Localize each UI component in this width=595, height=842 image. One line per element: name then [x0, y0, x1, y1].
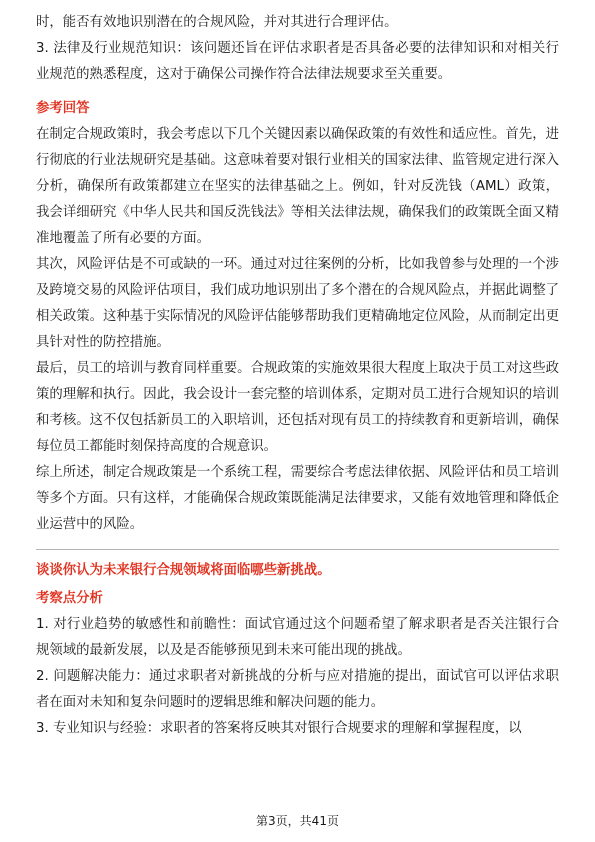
reference-paragraph-2: 其次，风险评估是不可或缺的一环。通过对过往案例的分析，比如我曾参与处理的一个涉及跨境交易的风险评估项目，我们成功地识别出了多个潜在的合规风险点，并据此调整了相关政策。这种基于实际情况的风险评估能够帮助我们更精确地定位风险，从而制定出更具针对性的防控措施。	[36, 257, 559, 350]
analysis-point-2: 2. 问题解决能力：通过求职者对新挑战的分析与应对措施的提出，面试官可以评估求职者在面对未知和复杂问题时的逻辑思维和解决问题的能力。	[36, 669, 559, 710]
reference-paragraph-3: 最后，员工的培训与教育同样重要。合规政策的实施效果很大程度上取决于员工对这些政策的理解和执行。因此，我会设计一套完整的培训体系，定期对员工进行合规知识的培训和考核。这不仅包括新员工的入职培训，还包括对现有员工的持续教育和更新培训，确保每位员工都能时刻保持高度的合规意识。	[36, 361, 559, 454]
analysis-point-1: 1. 对行业趋势的敏感性和前瞻性：面试官通过这个问题希望了解求职者是否关注银行合规领域的最新发展，以及是否能够预见到未来可能出现的挑战。	[36, 617, 559, 658]
question-title: 谈谈你认为未来银行合规领域将面临哪些新挑战。	[36, 563, 331, 578]
paragraph-point-3: 3. 法律及行业规范知识：该问题还旨在评估求职者是否具备必要的法律知识和对相关行业规范的熟悉程度，这对于确保公司操作符合法律法规要求至关重要。	[36, 41, 559, 82]
reference-paragraph-1: 在制定合规政策时，我会考虑以下几个关键因素以确保政策的有效性和适应性。首先，进行彻底的行业法规研究是基础。这意味着要对银行业相关的国家法律、监管规定进行深入分析，确保所有政策都建立在坚实的法律基础之上。例如，针对反洗钱（AML）政策，我会详细研究《中华人民共和国反洗钱法》等相关法律法规，确保我们的政策既全面又精准地覆盖了所有必要的方面。	[36, 127, 559, 246]
document-page	[36, 0, 559, 742]
page-number-footer: 第3页，共41页	[256, 814, 339, 828]
reference-paragraph-4: 综上所述，制定合规政策是一个系统工程，需要综合考虑法律依据、风险评估和员工培训等多个方面。只有这样，才能确保合规政策既能满足法律要求，又能有效地管理和降低企业运营中的风险。	[36, 465, 559, 532]
section-divider	[36, 549, 559, 550]
paragraph-continuation: 时，能否有效地识别潜在的合规风险，并对其进行合理评估。	[36, 15, 398, 30]
reference-answer-heading: 参考回答	[36, 101, 90, 116]
analysis-heading: 考察点分析	[36, 591, 103, 606]
analysis-point-3: 3. 专业知识与经验：求职者的答案将反映其对银行合规要求的理解和掌握程度，以	[36, 721, 522, 736]
